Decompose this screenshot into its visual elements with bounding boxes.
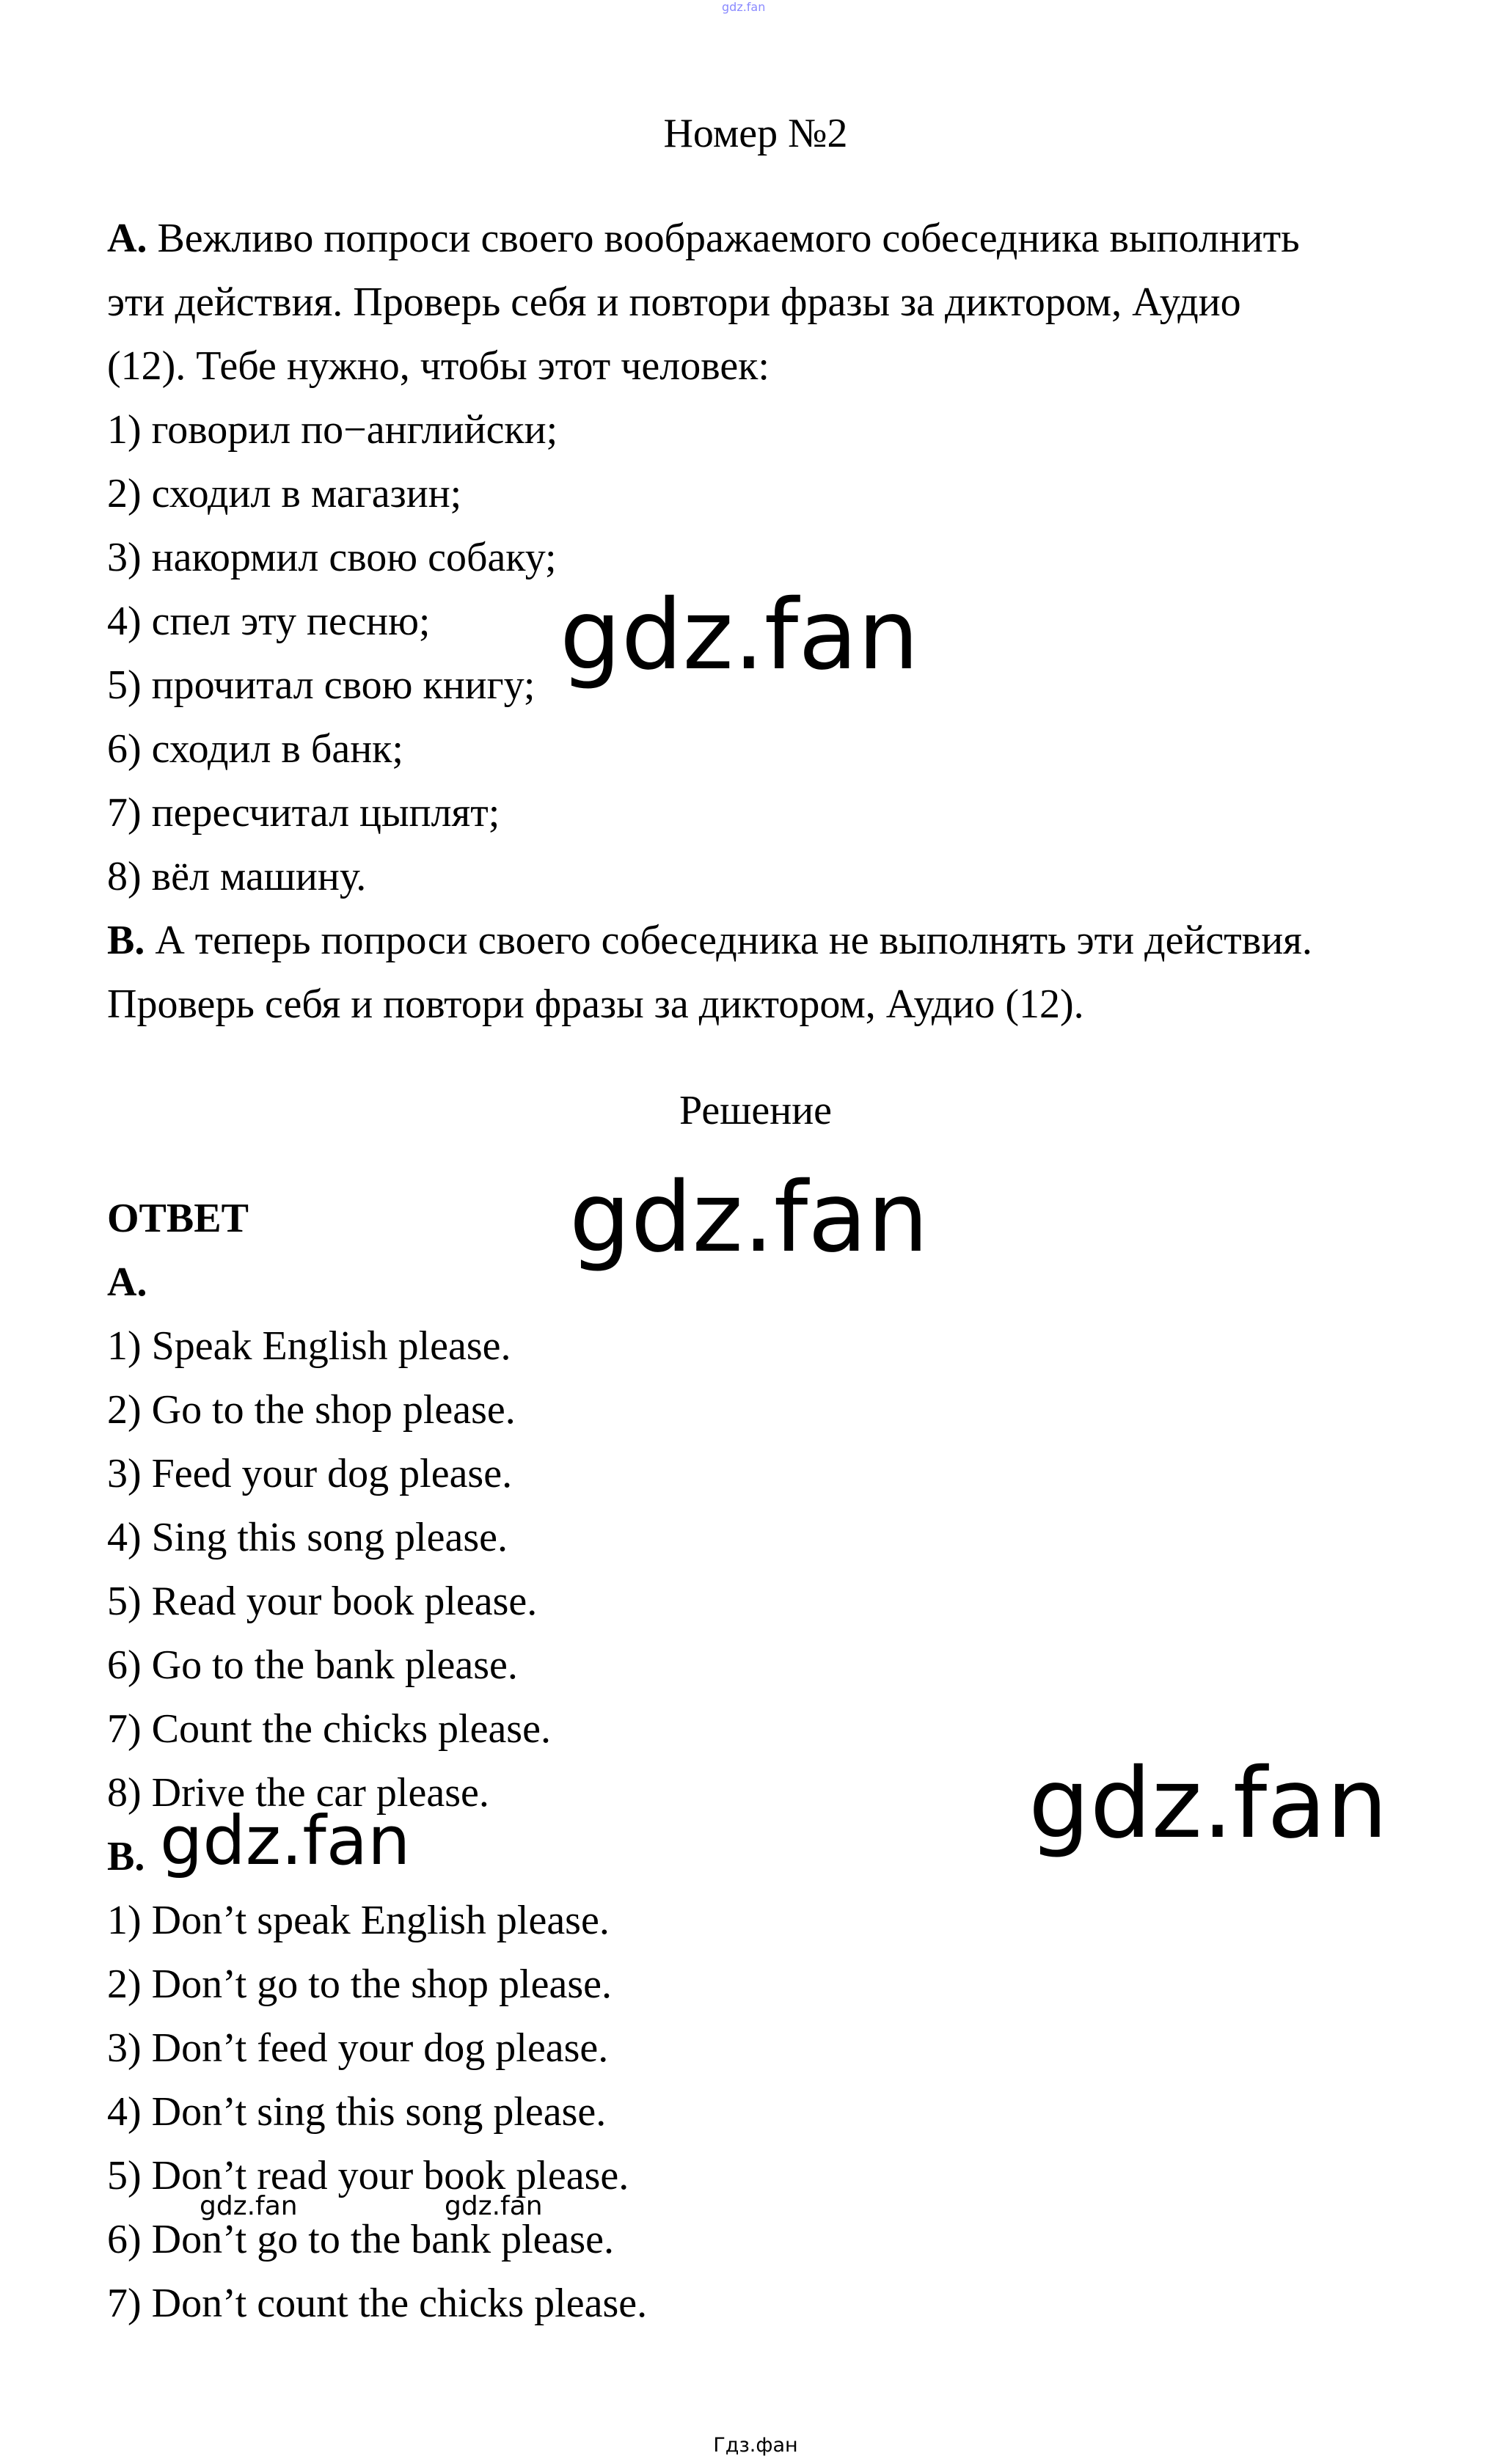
answer-a-item: 7) Count the chicks please. [107,1706,551,1752]
watermark: gdz.fan [160,1802,411,1880]
watermark: gdz.fan [569,1161,929,1274]
answer-b-item: 5) Don’t read your book please. [107,2153,629,2198]
task-a-item: 4) спел эту песню; [107,599,431,644]
answer-heading: ОТВЕТ [107,1196,249,1241]
task-a-item: 6) сходил в банк; [107,726,403,772]
answer-a-label: A. [107,1260,147,1305]
page-title: Номер №2 [663,111,848,156]
page-footer: Гдз.фан [713,2434,798,2457]
task-a-line-1 [107,215,1300,262]
watermark: gdz.fan [200,2191,298,2221]
answer-a-item: 4) Sing this song please. [107,1515,508,1560]
watermark: gdz.fan [445,2191,543,2221]
answer-a-item: 2) Go to the shop please. [107,1387,516,1433]
answer-b-label: B. [107,1834,145,1879]
answer-b-item: 3) Don’t feed your dog please. [107,2025,609,2071]
answer-a-item: 5) Read your book please. [107,1579,538,1624]
answer-a-item: 6) Go to the bank please. [107,1642,518,1688]
task-b-line-2: Проверь себя и повтори фразы за диктором, Аудио (12). [107,981,1084,1027]
answer-b-item: 1) Don’t speak English please. [107,1898,610,1943]
task-b-text-1: А теперь попроси своего собеседника не выполнять эти действия. [145,918,1312,963]
task-a-line-2: эти действия. Проверь себя и повтори фразы за диктором, Аудио [107,279,1241,325]
top-watermark: gdz.fan [722,0,766,14]
task-a-line-3: (12). Тебе нужно, чтобы этот человек: [107,343,770,389]
task-a-item: 8) вёл машину. [107,854,367,899]
watermark: gdz.fan [1028,1747,1388,1860]
task-a-marker: A. [107,216,147,261]
task-a-text-1: Вежливо попроси своего воображаемого собеседника выполнить [147,216,1300,261]
watermark: gdz.fan [560,579,919,692]
answer-a-item: 1) Speak English please. [107,1323,511,1369]
answer-b-item: 7) Don’t count the chicks please. [107,2281,648,2326]
answer-a-item: 3) Feed your dog please. [107,1451,513,1496]
task-a-item: 7) пересчитал цыплят; [107,790,500,836]
task-b-marker: B. [107,918,145,963]
answer-b-item: 6) Don’t go to the bank please. [107,2217,615,2262]
answer-b-item: 4) Don’t sing this song please. [107,2089,607,2135]
task-b-line-1 [107,917,1312,964]
task-a-item: 1) говорил по−английски; [107,407,558,453]
answer-b-item: 2) Don’t go to the shop please. [107,1962,612,2007]
task-a-item: 2) сходил в магазин; [107,471,462,516]
solution-heading: Решение [679,1088,833,1133]
task-a-item: 5) прочитал свою книгу; [107,662,536,708]
answer-a-item: 8) Drive the car please. [107,1770,489,1816]
task-a-item: 3) накормил свою собаку; [107,535,557,580]
